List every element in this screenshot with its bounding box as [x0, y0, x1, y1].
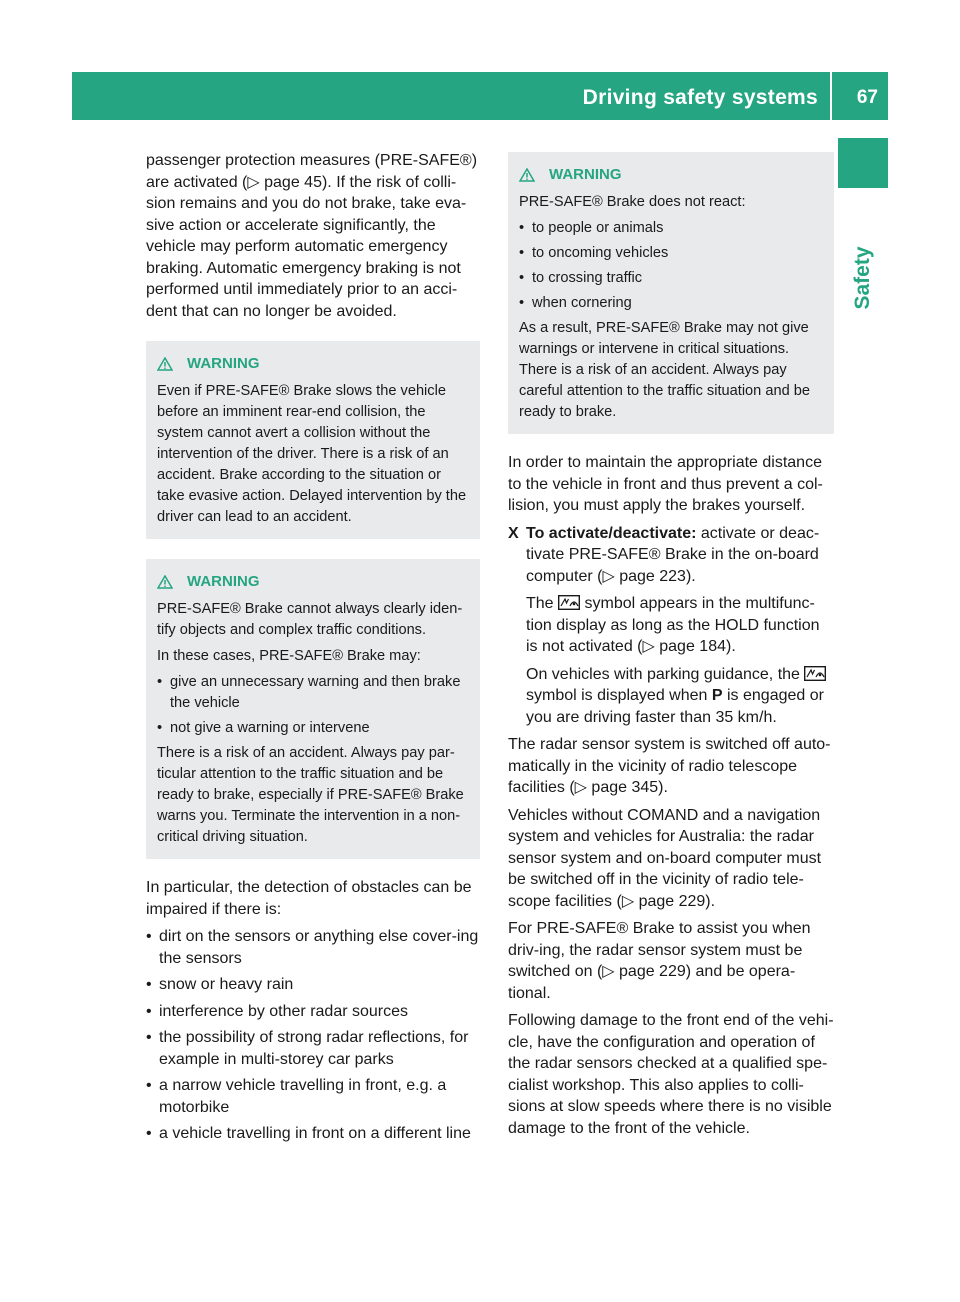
list-item-text: snow or heavy rain [159, 976, 294, 993]
comand-paragraph: Vehicles without COMAND and a navigation system and vehicles for Australia: the radar sensor system and on-board computer must be switched off in the vicinity of radio tele-scope facilities (▷ page 229). [508, 806, 822, 910]
parking-note-text: symbol is displayed when [526, 687, 708, 704]
pre-safe-brake-symbol-icon [558, 595, 580, 610]
list-item-text: give an unnecessary warning and then brake the vehicle [170, 674, 461, 711]
impaired-list [146, 926, 480, 1145]
step-text [526, 523, 834, 588]
warning-title: WARNING [549, 166, 622, 183]
warning-text: PRE-SAFE® Brake does not react: [519, 194, 746, 210]
list-item [146, 974, 480, 996]
warning-triangle-icon [157, 357, 173, 371]
warning-triangle-icon [519, 168, 535, 182]
right-column [508, 150, 834, 1145]
warning-text: PRE-SAFE® Brake cannot always clearly iden-tify objects and complex traffic conditions. [157, 601, 463, 638]
impaired-intro: In particular, the detection of obstacles can be impaired if there is: [146, 879, 472, 918]
list-item-text: a narrow vehicle travelling in front, e.g. a motorbike [159, 1077, 447, 1116]
gear-position-p: P [711, 687, 723, 704]
bullet-icon: • [146, 1125, 152, 1142]
warning-box [508, 152, 834, 434]
bullet-icon: • [519, 245, 525, 261]
bullet-icon: • [157, 720, 163, 736]
list-item-text: to people or animals [532, 220, 664, 236]
list-item [146, 1075, 480, 1118]
warning-text: In these cases, PRE-SAFE® Brake may: [157, 648, 421, 664]
list-item-text: dirt on the sensors or anything else cover-ing the sensors [159, 928, 479, 967]
warning-title: WARNING [187, 573, 260, 590]
bullet-icon: • [146, 1002, 152, 1020]
page-number: 67 [856, 87, 878, 108]
list-item-text: to crossing traffic [532, 270, 643, 286]
step-marker-icon: X [508, 524, 519, 542]
list-item [157, 672, 469, 714]
list-item [519, 218, 823, 239]
step-description: activate or deac-tivate PRE-SAFE® Brake in the on-board computer (▷ page 223). [526, 524, 820, 585]
symbol-note-text: symbol appears in the multifunc-tion display as long as the HOLD function is not activated (▷ page 184). [526, 595, 820, 655]
warning-list [519, 218, 823, 314]
bullet-icon: • [146, 1029, 152, 1046]
list-item [146, 1027, 480, 1070]
symbol-note [526, 593, 834, 658]
warning-text: As a result, PRE-SAFE® Brake may not give warnings or intervene in critical situations. There is a risk of an accident. Always pay careful attention to the traffic situation and be ready to brake. [519, 320, 810, 420]
warning-box [146, 559, 480, 859]
list-item-text: not give a warning or intervene [170, 720, 370, 736]
parking-note [526, 664, 834, 729]
warning-text: There is a risk of an accident. Always pay par-ticular attention to the traffic situation and be ready to brake, especially if PRE-SAFE® Brake warns you. Terminate the intervention in a non-critical driving situation. [157, 745, 464, 845]
section-title: Driving safety systems [582, 86, 818, 109]
intro-paragraph: passenger protection measures (PRE-SAFE®) are activated (▷ page 45). If the risk of colli-sion remains and you do not brake, take eva-sive action or accelerate significantly, the vehicle may perform automatic emergency braking. Automatic emergency braking is not performed until immediately prior to an acci-dent that can no longer be avoided. [146, 152, 478, 320]
damage-paragraph: Following damage to the front end of the vehi-cle, have the configuration and operation of the radar sensors checked at a qualified spe-cialist workshop. This also applies to colli-sions at slow speeds where there is no visible damage to the front of the vehicle. [508, 1012, 834, 1137]
warning-triangle-icon [157, 575, 173, 589]
side-tab-text: Safety [851, 246, 874, 310]
list-item [146, 926, 480, 969]
list-item-text: the possibility of strong radar reflections, for example in multi-storey car parks [159, 1029, 469, 1068]
maintain-paragraph: In order to maintain the appropriate distance to the vehicle in front and thus prevent a col-lision, you must apply the brakes yourself. [508, 454, 823, 514]
warning-header [519, 164, 823, 185]
warning-list [157, 672, 469, 739]
parking-note-text: is engaged or you are driving faster than 35 km/h. [526, 687, 824, 726]
list-item [519, 243, 823, 264]
header-bar [72, 72, 888, 120]
side-tab-block [838, 138, 888, 188]
warning-text: Even if PRE-SAFE® Brake slows the vehicle before an imminent rear-end collision, the system cannot avert a collision without the intervention of the driver. There is a risk of an accident. Brake according to the situation or take evasive action. Delayed intervention by the driver can lead to an accident. [157, 383, 467, 525]
pre-safe-brake-symbol-icon [804, 666, 826, 681]
list-item [519, 293, 823, 314]
bullet-icon: • [146, 928, 152, 945]
list-item-text: a vehicle travelling in front on a different line [159, 1125, 471, 1142]
warning-box [146, 341, 480, 539]
list-item [157, 718, 469, 739]
parking-note-text: On vehicles with parking guidance, the [526, 665, 800, 683]
bullet-icon: • [146, 1077, 152, 1094]
assist-paragraph: For PRE-SAFE® Brake to assist you when driv-ing, the radar sensor system must be switched on (▷ page 229) and be opera-tional. [508, 920, 811, 1002]
warning-header [157, 353, 469, 374]
list-item [519, 268, 823, 289]
bullet-icon: • [519, 270, 525, 286]
warning-title: WARNING [187, 355, 260, 372]
activation-step [508, 523, 834, 729]
side-tab-label [838, 198, 888, 358]
bullet-icon: • [146, 976, 152, 993]
step-label: To activate/deactivate: [526, 524, 697, 542]
bullet-icon: • [519, 220, 525, 236]
symbol-note-text: The [526, 595, 554, 612]
list-item-text: when cornering [532, 295, 632, 311]
bullet-icon: • [519, 295, 525, 311]
list-item-text: interference by other radar sources [159, 1002, 409, 1020]
list-item [146, 1001, 480, 1023]
left-column [146, 150, 480, 1150]
radar-off-paragraph: The radar sensor system is switched off auto-matically in the vicinity of radio telescope facilities (▷ page 345). [508, 736, 831, 796]
header-divider [830, 72, 832, 120]
bullet-icon: • [157, 674, 163, 690]
list-item-text: to oncoming vehicles [532, 245, 669, 261]
list-item [146, 1123, 480, 1145]
warning-header [157, 571, 469, 592]
